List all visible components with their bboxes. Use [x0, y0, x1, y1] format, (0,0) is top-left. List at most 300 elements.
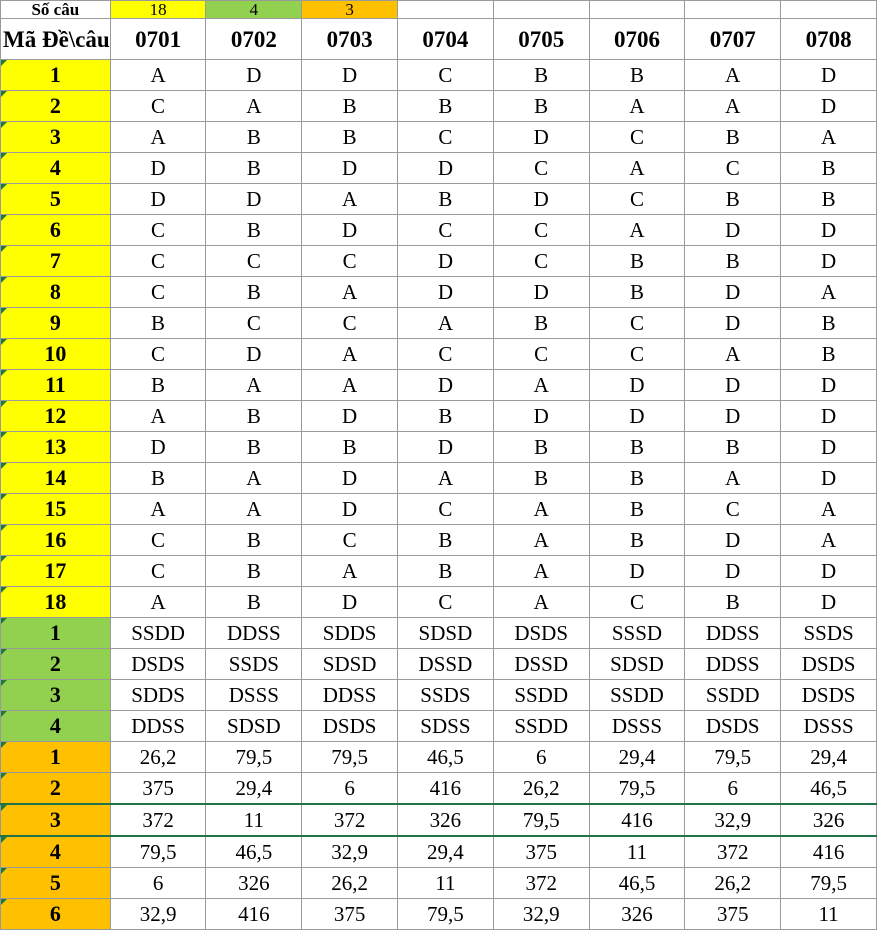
answer-cell[interactable]: 32,9 [493, 899, 589, 930]
answer-cell[interactable]: C [110, 339, 206, 370]
answer-cell[interactable]: D [110, 184, 206, 215]
answer-cell[interactable]: D [685, 525, 781, 556]
answer-cell[interactable]: 32,9 [302, 836, 398, 868]
true-false-row [1, 649, 877, 680]
answer-cell[interactable]: A [302, 277, 398, 308]
answer-cell[interactable]: SDSS [398, 711, 494, 742]
answer-cell[interactable]: B [589, 60, 685, 91]
header-row [1, 19, 877, 60]
answer-cell[interactable]: C [110, 556, 206, 587]
answer-cell[interactable]: B [302, 432, 398, 463]
answer-cell[interactable]: 11 [206, 804, 302, 836]
answer-cell[interactable]: B [110, 370, 206, 401]
answer-cell[interactable]: D [685, 556, 781, 587]
true-false-question-number[interactable]: 3 [1, 680, 111, 711]
answer-cell[interactable]: B [398, 556, 494, 587]
answer-cell[interactable]: B [206, 277, 302, 308]
header-code-0706[interactable]: 0706 [589, 19, 685, 60]
answer-cell[interactable]: B [493, 91, 589, 122]
answer-cell[interactable]: B [685, 122, 781, 153]
multiple-choice-question-number[interactable]: 16 [1, 525, 111, 556]
short-answer-question-number[interactable]: 4 [1, 836, 111, 868]
multiple-choice-question-number[interactable]: 17 [1, 556, 111, 587]
answer-cell[interactable]: D [398, 432, 494, 463]
answer-cell[interactable]: A [589, 91, 685, 122]
true-false-question-number[interactable]: 1 [1, 618, 111, 649]
answer-cell[interactable]: DSDS [781, 649, 877, 680]
answer-cell[interactable]: D [589, 401, 685, 432]
answer-cell[interactable]: C [493, 153, 589, 184]
answer-cell[interactable]: B [781, 153, 877, 184]
answer-cell[interactable]: C [398, 215, 494, 246]
multiple-choice-question-number[interactable]: 9 [1, 308, 111, 339]
answer-cell[interactable]: A [685, 91, 781, 122]
answer-cell[interactable]: 6 [110, 868, 206, 899]
answer-cell[interactable]: A [781, 494, 877, 525]
answer-cell[interactable]: A [589, 153, 685, 184]
answer-cell[interactable]: D [685, 308, 781, 339]
answer-cell[interactable]: D [493, 184, 589, 215]
answer-cell[interactable]: D [781, 432, 877, 463]
answer-cell[interactable]: SSDD [493, 711, 589, 742]
answer-cell[interactable]: SDSD [398, 618, 494, 649]
answer-cell[interactable]: A [302, 184, 398, 215]
answer-cell[interactable]: DDSS [206, 618, 302, 649]
answer-cell[interactable]: SSSD [589, 618, 685, 649]
answer-cell[interactable]: 79,5 [206, 742, 302, 773]
answer-cell[interactable]: C [589, 339, 685, 370]
multiple-choice-question-number[interactable]: 3 [1, 122, 111, 153]
answer-cell[interactable]: 79,5 [302, 742, 398, 773]
answer-cell[interactable]: D [398, 277, 494, 308]
multiple-choice-row [1, 525, 877, 556]
answer-cell[interactable]: B [781, 308, 877, 339]
multiple-choice-row [1, 587, 877, 618]
answer-cell[interactable]: DDSS [685, 618, 781, 649]
answer-cell[interactable]: B [493, 60, 589, 91]
answer-cell[interactable]: DSDS [685, 711, 781, 742]
true-false-row [1, 711, 877, 742]
multiple-choice-question-number[interactable]: 18 [1, 587, 111, 618]
multiple-choice-row [1, 401, 877, 432]
answer-cell[interactable]: A [493, 525, 589, 556]
answer-cell[interactable]: 372 [493, 868, 589, 899]
answer-cell[interactable]: 79,5 [398, 899, 494, 930]
answer-cell[interactable]: D [493, 277, 589, 308]
short-answer-row [1, 804, 877, 836]
answer-cell[interactable]: 416 [206, 899, 302, 930]
answer-cell[interactable]: 29,4 [589, 742, 685, 773]
answer-cell[interactable]: C [493, 215, 589, 246]
answer-cell[interactable]: C [110, 246, 206, 277]
short-answer-question-number[interactable]: 3 [1, 804, 111, 836]
answer-cell[interactable]: SSDD [493, 680, 589, 711]
answer-cell[interactable]: DSDS [493, 618, 589, 649]
answer-cell[interactable]: SDDS [302, 618, 398, 649]
answer-cell[interactable]: A [685, 60, 781, 91]
multiple-choice-row [1, 339, 877, 370]
answer-cell[interactable]: D [302, 494, 398, 525]
answer-cell[interactable]: DSSS [589, 711, 685, 742]
multiple-choice-row [1, 215, 877, 246]
count-short-answer[interactable]: 3 [302, 1, 398, 19]
answer-cell[interactable]: A [110, 494, 206, 525]
answer-cell[interactable]: D [589, 370, 685, 401]
answer-cell[interactable]: D [206, 339, 302, 370]
count-multiple-choice[interactable]: 18 [110, 1, 206, 19]
short-answer-question-number[interactable]: 5 [1, 868, 111, 899]
answer-cell[interactable]: D [685, 370, 781, 401]
answer-cell[interactable]: DSSS [206, 680, 302, 711]
answer-cell[interactable]: D [781, 60, 877, 91]
answer-cell[interactable]: D [302, 60, 398, 91]
answer-cell[interactable]: D [110, 432, 206, 463]
multiple-choice-row [1, 122, 877, 153]
answer-cell[interactable]: A [110, 122, 206, 153]
answer-cell[interactable]: D [302, 215, 398, 246]
answer-cell[interactable]: 326 [781, 804, 877, 836]
short-answer-question-number[interactable]: 6 [1, 899, 111, 930]
answer-cell[interactable]: SSDS [398, 680, 494, 711]
answer-cell[interactable]: C [493, 246, 589, 277]
answer-cell[interactable]: B [781, 184, 877, 215]
answer-cell[interactable]: C [110, 215, 206, 246]
answer-cell[interactable]: B [685, 246, 781, 277]
multiple-choice-question-number[interactable]: 7 [1, 246, 111, 277]
multiple-choice-row [1, 556, 877, 587]
empty-cell[interactable] [589, 1, 685, 19]
answer-cell[interactable]: C [302, 308, 398, 339]
short-answer-row [1, 868, 877, 899]
answer-cell[interactable]: B [493, 463, 589, 494]
answer-cell[interactable]: B [110, 308, 206, 339]
answer-cell[interactable]: 326 [398, 804, 494, 836]
answer-cell[interactable]: A [493, 370, 589, 401]
answer-cell[interactable]: D [302, 401, 398, 432]
answer-cell[interactable]: B [398, 184, 494, 215]
answer-cell[interactable]: A [206, 370, 302, 401]
answer-cell[interactable]: SSDD [685, 680, 781, 711]
answer-cell[interactable]: D [302, 587, 398, 618]
answer-cell[interactable]: A [206, 463, 302, 494]
answer-cell[interactable]: B [685, 432, 781, 463]
answer-cell[interactable]: B [206, 556, 302, 587]
header-code-0703[interactable]: 0703 [302, 19, 398, 60]
answer-cell[interactable]: DSSD [493, 649, 589, 680]
multiple-choice-row [1, 308, 877, 339]
answer-cell[interactable]: C [493, 339, 589, 370]
multiple-choice-row [1, 184, 877, 215]
answer-cell[interactable]: D [781, 587, 877, 618]
answer-cell[interactable]: B [206, 153, 302, 184]
answer-cell[interactable]: DDSS [110, 711, 206, 742]
answer-cell[interactable]: D [685, 277, 781, 308]
short-answer-row [1, 773, 877, 805]
answer-cell[interactable]: A [685, 463, 781, 494]
answer-cell[interactable]: A [110, 587, 206, 618]
answer-cell[interactable]: 375 [493, 836, 589, 868]
answer-cell[interactable]: 375 [302, 899, 398, 930]
answer-cell[interactable]: 79,5 [110, 836, 206, 868]
answer-cell[interactable]: B [493, 308, 589, 339]
answer-cell[interactable]: C [589, 122, 685, 153]
answer-cell[interactable]: SDDS [110, 680, 206, 711]
answer-cell[interactable]: 326 [589, 899, 685, 930]
answer-cell[interactable]: 11 [781, 899, 877, 930]
answer-cell[interactable]: B [206, 587, 302, 618]
multiple-choice-row [1, 60, 877, 91]
multiple-choice-question-number[interactable]: 13 [1, 432, 111, 463]
answer-cell[interactable]: D [398, 153, 494, 184]
multiple-choice-row [1, 370, 877, 401]
header-code-0707[interactable]: 0707 [685, 19, 781, 60]
answer-cell[interactable]: A [206, 494, 302, 525]
answer-cell[interactable]: B [589, 525, 685, 556]
answer-cell[interactable]: 416 [398, 773, 494, 805]
answer-cell[interactable]: D [302, 463, 398, 494]
answer-cell[interactable]: 26,2 [110, 742, 206, 773]
answer-cell[interactable]: 11 [589, 836, 685, 868]
answer-cell[interactable]: B [110, 463, 206, 494]
answer-cell[interactable]: A [398, 463, 494, 494]
answer-cell[interactable]: 79,5 [589, 773, 685, 805]
answer-cell[interactable]: SDSD [589, 649, 685, 680]
multiple-choice-question-number[interactable]: 1 [1, 60, 111, 91]
header-code-0705[interactable]: 0705 [493, 19, 589, 60]
header-code-0708[interactable]: 0708 [781, 19, 877, 60]
answer-cell[interactable]: SSDD [589, 680, 685, 711]
answer-cell[interactable]: B [589, 463, 685, 494]
answer-cell[interactable]: D [302, 153, 398, 184]
empty-cell[interactable] [781, 1, 877, 19]
answer-cell[interactable]: B [589, 246, 685, 277]
empty-cell[interactable] [685, 1, 781, 19]
answer-cell[interactable]: B [685, 184, 781, 215]
multiple-choice-question-number[interactable]: 2 [1, 91, 111, 122]
multiple-choice-question-number[interactable]: 10 [1, 339, 111, 370]
answer-cell[interactable]: 79,5 [685, 742, 781, 773]
short-answer-question-number[interactable]: 1 [1, 742, 111, 773]
answer-cell[interactable]: D [398, 370, 494, 401]
answer-cell[interactable]: 32,9 [110, 899, 206, 930]
short-answer-question-number[interactable]: 2 [1, 773, 111, 805]
answer-cell[interactable]: B [589, 494, 685, 525]
multiple-choice-question-number[interactable]: 11 [1, 370, 111, 401]
short-answer-row [1, 742, 877, 773]
answer-cell[interactable]: A [781, 122, 877, 153]
multiple-choice-question-number[interactable]: 6 [1, 215, 111, 246]
multiple-choice-row [1, 432, 877, 463]
header-code-0701[interactable]: 0701 [110, 19, 206, 60]
multiple-choice-question-number[interactable]: 4 [1, 153, 111, 184]
answer-cell[interactable]: C [398, 60, 494, 91]
answer-cell[interactable]: A [589, 215, 685, 246]
answer-cell[interactable]: 372 [685, 836, 781, 868]
answer-cell[interactable]: A [493, 494, 589, 525]
multiple-choice-question-number[interactable]: 8 [1, 277, 111, 308]
answer-cell[interactable]: C [685, 153, 781, 184]
multiple-choice-row [1, 91, 877, 122]
multiple-choice-question-number[interactable]: 12 [1, 401, 111, 432]
answer-cell[interactable]: D [493, 401, 589, 432]
multiple-choice-row [1, 246, 877, 277]
answer-cell[interactable]: D [685, 401, 781, 432]
answer-cell[interactable]: B [206, 432, 302, 463]
answer-cell[interactable]: 79,5 [493, 804, 589, 836]
answer-cell[interactable]: 26,2 [302, 868, 398, 899]
answer-cell[interactable]: D [781, 463, 877, 494]
answer-cell[interactable]: 29,4 [206, 773, 302, 805]
answer-cell[interactable]: D [781, 215, 877, 246]
answer-cell[interactable]: SDSD [206, 711, 302, 742]
answer-cell[interactable]: A [781, 525, 877, 556]
answer-cell[interactable]: A [110, 60, 206, 91]
answer-cell[interactable]: 79,5 [781, 868, 877, 899]
answer-cell[interactable]: A [302, 556, 398, 587]
multiple-choice-question-number[interactable]: 15 [1, 494, 111, 525]
answer-cell[interactable]: 326 [206, 868, 302, 899]
answer-cell[interactable]: A [206, 91, 302, 122]
answer-cell[interactable]: C [110, 277, 206, 308]
answer-cell[interactable]: D [781, 556, 877, 587]
answer-cell[interactable]: B [589, 277, 685, 308]
answer-cell[interactable]: 46,5 [206, 836, 302, 868]
answer-cell[interactable]: SSDS [206, 649, 302, 680]
answer-cell[interactable]: B [781, 339, 877, 370]
answer-cell[interactable]: C [589, 184, 685, 215]
answer-cell[interactable]: DSSD [398, 649, 494, 680]
answer-cell[interactable]: C [685, 494, 781, 525]
count-true-false[interactable]: 4 [206, 1, 302, 19]
answer-cell[interactable]: 6 [302, 773, 398, 805]
answer-cell[interactable]: C [110, 91, 206, 122]
answer-cell[interactable]: DSSS [781, 711, 877, 742]
header-code-0704[interactable]: 0704 [398, 19, 494, 60]
answer-cell[interactable]: D [781, 401, 877, 432]
answer-cell[interactable]: C [398, 494, 494, 525]
answer-cell[interactable]: A [398, 308, 494, 339]
answer-cell[interactable]: C [589, 587, 685, 618]
answer-cell[interactable]: D [493, 122, 589, 153]
answer-cell[interactable]: C [398, 122, 494, 153]
answer-cell[interactable]: C [206, 308, 302, 339]
answer-cell[interactable]: B [685, 587, 781, 618]
answer-cell[interactable]: A [781, 277, 877, 308]
header-code-0702[interactable]: 0702 [206, 19, 302, 60]
answer-cell[interactable]: DDSS [302, 680, 398, 711]
answer-cell[interactable]: 372 [110, 804, 206, 836]
answer-cell[interactable]: DDSS [685, 649, 781, 680]
answer-cell[interactable]: A [493, 556, 589, 587]
answer-cell[interactable]: D [110, 153, 206, 184]
answer-cell[interactable]: B [398, 91, 494, 122]
answer-cell[interactable]: B [206, 215, 302, 246]
answer-cell[interactable]: C [302, 525, 398, 556]
answer-cell[interactable]: 416 [589, 804, 685, 836]
header-corner-cell[interactable]: Mã Đề\câu [1, 19, 111, 60]
answer-cell[interactable]: DSDS [302, 711, 398, 742]
answer-cell[interactable]: A [493, 587, 589, 618]
answer-cell[interactable]: 29,4 [398, 836, 494, 868]
answer-cell[interactable]: 11 [398, 868, 494, 899]
answer-cell[interactable]: 29,4 [781, 742, 877, 773]
answer-cell[interactable]: B [493, 432, 589, 463]
answer-cell[interactable]: DSDS [781, 680, 877, 711]
multiple-choice-row [1, 494, 877, 525]
answer-cell[interactable]: 375 [110, 773, 206, 805]
answer-cell[interactable]: D [398, 246, 494, 277]
answer-cell[interactable]: B [206, 401, 302, 432]
true-false-question-number[interactable]: 2 [1, 649, 111, 680]
answer-cell[interactable]: 46,5 [589, 868, 685, 899]
question-count-row [1, 1, 877, 19]
true-false-question-number[interactable]: 4 [1, 711, 111, 742]
answer-cell[interactable]: 46,5 [781, 773, 877, 805]
answer-cell[interactable]: SSDD [110, 618, 206, 649]
answer-cell[interactable]: D [781, 370, 877, 401]
answer-cell[interactable]: A [302, 339, 398, 370]
multiple-choice-row [1, 277, 877, 308]
multiple-choice-row [1, 463, 877, 494]
answer-cell[interactable]: C [302, 246, 398, 277]
answer-cell[interactable]: 6 [685, 773, 781, 805]
answer-cell[interactable]: DSDS [110, 649, 206, 680]
multiple-choice-question-number[interactable]: 14 [1, 463, 111, 494]
short-answer-row [1, 899, 877, 930]
answer-cell[interactable]: B [398, 401, 494, 432]
answer-cell[interactable]: C [398, 587, 494, 618]
true-false-row [1, 618, 877, 649]
answer-cell[interactable]: SSDS [781, 618, 877, 649]
empty-cell[interactable] [493, 1, 589, 19]
true-false-row [1, 680, 877, 711]
answer-cell[interactable]: A [685, 339, 781, 370]
answer-cell[interactable]: D [781, 246, 877, 277]
answer-cell[interactable]: A [302, 370, 398, 401]
answer-cell[interactable]: A [110, 401, 206, 432]
answer-cell[interactable]: D [781, 91, 877, 122]
answer-cell[interactable]: B [398, 525, 494, 556]
answer-cell[interactable]: 375 [685, 899, 781, 930]
multiple-choice-row [1, 153, 877, 184]
answer-cell[interactable]: C [110, 525, 206, 556]
answer-cell[interactable]: B [302, 122, 398, 153]
answer-cell[interactable]: C [206, 246, 302, 277]
question-count-label[interactable]: Số câu [1, 1, 111, 19]
answer-cell[interactable]: 372 [302, 804, 398, 836]
answer-cell[interactable]: D [206, 184, 302, 215]
answer-cell[interactable]: 26,2 [685, 868, 781, 899]
answer-cell[interactable]: 46,5 [398, 742, 494, 773]
multiple-choice-question-number[interactable]: 5 [1, 184, 111, 215]
answer-cell[interactable]: B [206, 122, 302, 153]
empty-cell[interactable] [398, 1, 494, 19]
short-answer-row [1, 836, 877, 868]
answer-cell[interactable]: 6 [493, 742, 589, 773]
answer-cell[interactable]: D [685, 215, 781, 246]
answer-cell[interactable]: C [589, 308, 685, 339]
answer-cell[interactable]: 416 [781, 836, 877, 868]
answer-cell[interactable]: B [589, 432, 685, 463]
answer-cell[interactable]: B [206, 525, 302, 556]
answer-cell[interactable]: B [302, 91, 398, 122]
answer-cell[interactable]: C [398, 339, 494, 370]
answer-cell[interactable]: D [206, 60, 302, 91]
answer-cell[interactable]: 26,2 [493, 773, 589, 805]
answer-cell[interactable]: D [589, 556, 685, 587]
answer-cell[interactable]: 32,9 [685, 804, 781, 836]
answer-cell[interactable]: SDSD [302, 649, 398, 680]
